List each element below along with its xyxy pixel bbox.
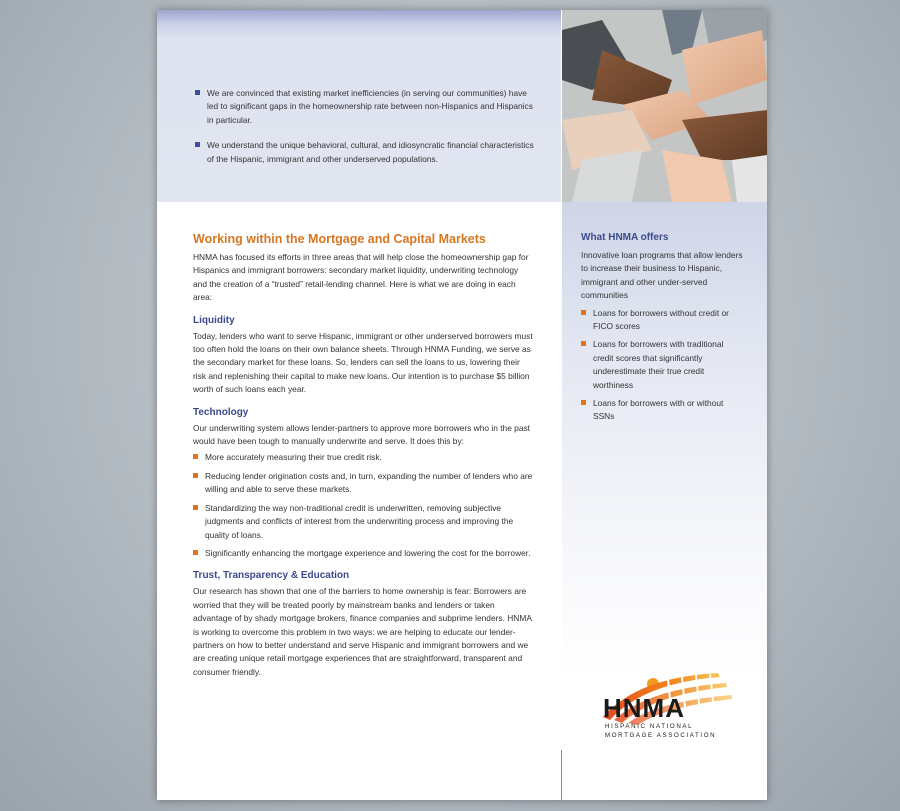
trust-heading: Trust, Transparency & Education xyxy=(193,570,350,582)
orange-divider xyxy=(561,750,562,800)
bullet-square-icon xyxy=(581,341,586,346)
list-item: Standardizing the way non-traditional credit is underwritten, removing subjective judgments and conflicts of interest from the underwriting process and improving the quality of loans. xyxy=(193,502,533,542)
main-column xyxy=(193,232,533,679)
hands-photo xyxy=(562,10,767,202)
list-item: Loans for borrowers without credit or FICO scores xyxy=(581,307,746,334)
sidebar-title: What HNMA offers xyxy=(581,232,669,243)
logo-name: HNMA xyxy=(603,693,685,723)
main-title: Working within the Mortgage and Capital Markets xyxy=(193,232,486,246)
sidebar-bullets xyxy=(581,307,746,424)
technology-text: Our underwriting system allows lender-partners to approve more borrowers who in the past would have been tough to manually underwrite and serve. It does this by: xyxy=(193,422,531,447)
sidebar-text: Innovative loan programs that allow lenders to increase their business to Hispanic, immigrant and other under-served communities xyxy=(581,250,743,301)
bullet-square-icon xyxy=(193,550,198,555)
list-item: Loans for borrowers with traditional credit scores that significantly underestimate their true credit worthiness xyxy=(581,338,746,392)
list-item: Loans for borrowers with or without SSNs xyxy=(581,397,746,424)
intro-bullet: We are convinced that existing market inefficiencies (in serving our communities) have led to significant gaps in the homeownership rate between non-Hispanics and Hispanics in particular. xyxy=(195,87,535,127)
technology-heading: Technology xyxy=(193,406,249,418)
trust-text: Our research has shown that one of the barriers to home ownership is fear: Borrowers are worried that they will be treated poorly by mainstream banks and lenders or taken advantage of by shady mortgage brokers, finance companies and subprime lenders. HNMA is working to overcome this problem in two ways: we are helping to educate our lender-partners on how to better understand and serve Hispanic and immigrant borrowers and we are creating unique retail mortgage experiences that are straightforward, transparent and consumer friendly. xyxy=(193,586,532,677)
list-item: Reducing lender origination costs and, in turn, expanding the number of lenders who are willing and able to serve these markets. xyxy=(193,470,533,497)
sidebar-content xyxy=(581,232,746,429)
list-item: More accurately measuring their true credit risk. xyxy=(193,451,533,464)
main-intro: HNMA has focused its efforts in three areas that will help close the homeownership gap for Hispanics and immigrant borrowers: secondary market liquidity, underwriting technology and the creation of a “trusted” retail-lending channel. Here is what we are doing in each area: xyxy=(193,252,529,303)
logo-line-2: MORTGAGE ASSOCIATION xyxy=(605,732,717,739)
bullet-square-icon xyxy=(193,505,198,510)
bullet-square-icon xyxy=(193,473,198,478)
bullet-square-icon xyxy=(195,90,200,95)
hands-illustration xyxy=(562,10,767,202)
liquidity-heading: Liquidity xyxy=(193,314,235,326)
liquidity-text: Today, lenders who want to serve Hispanic, immigrant or other underserved borrowers must too often hold the loans on their own balance sheets. Through HNMA Funding, we serve as the secondary market for these loans. So, lenders can sell the loans to us, lowering their risk and replenishing their capital to make new loans. Our intention is to purchase $5 billion worth of such loans each year. xyxy=(193,330,533,395)
bullet-square-icon xyxy=(193,454,198,459)
logo-line-1: HISPANIC NATIONAL xyxy=(605,723,694,730)
logo-tagline xyxy=(605,722,716,740)
bullet-square-icon xyxy=(581,400,586,405)
intro-bullet: We understand the unique behavioral, cultural, and idiosyncratic financial characteristics of the Hispanic, immigrant and other underserved populations. xyxy=(195,139,535,166)
bullet-square-icon xyxy=(195,142,200,147)
bullet-square-icon xyxy=(581,310,586,315)
intro-bullets xyxy=(195,87,535,178)
technology-bullets xyxy=(193,451,533,560)
list-item: Significantly enhancing the mortgage experience and lowering the cost for the borrower. xyxy=(193,547,533,560)
